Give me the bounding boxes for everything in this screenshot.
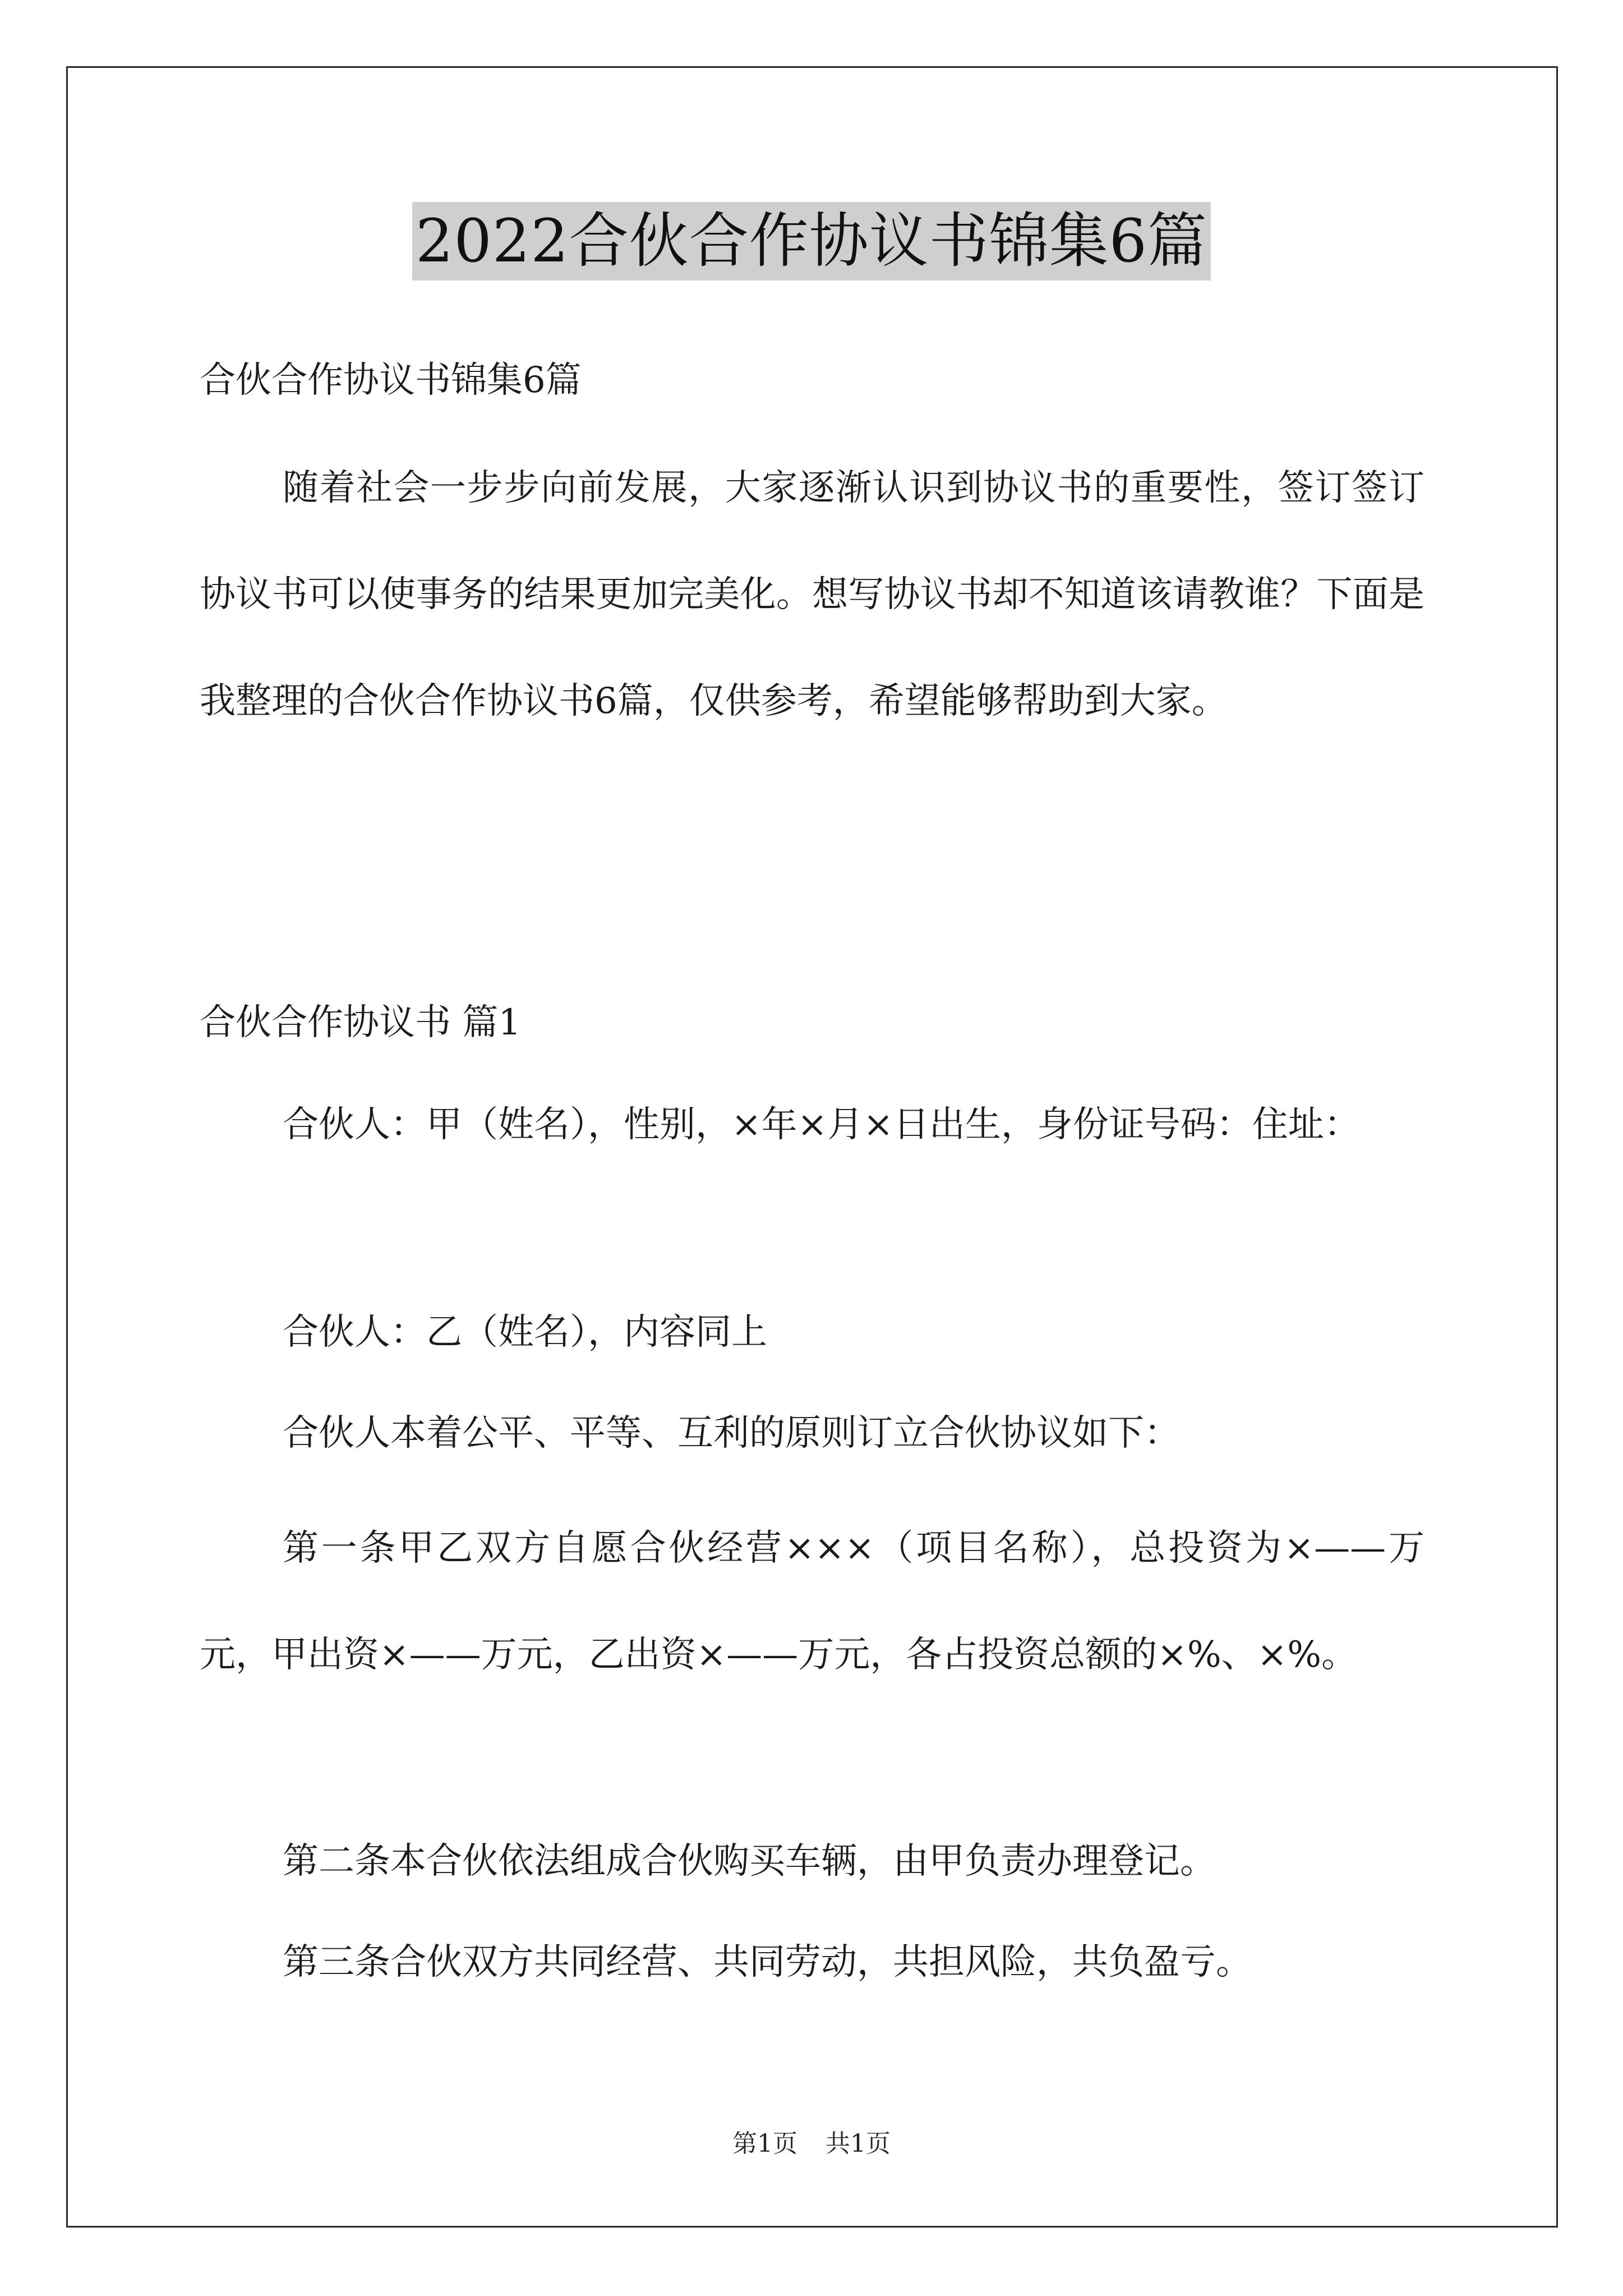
section-heading-1: 合伙合作协议书 篇1	[200, 1002, 522, 1043]
subtitle: 合伙合作协议书锦集6篇	[200, 360, 582, 401]
article-2-paragraph: 第二条本合伙依法组成合伙购买车辆，由甲负责办理登记。	[283, 1841, 1216, 1882]
article-3-paragraph: 第三条合伙双方共同经营、共同劳动，共担风险，共负盈亏。	[283, 1941, 1252, 1983]
title-container	[0, 202, 1623, 280]
page-footer	[0, 2127, 1623, 2161]
page-current: 第1页	[732, 2129, 797, 2158]
party-b-paragraph: 合伙人：乙（姓名），内容同上	[283, 1312, 767, 1353]
intro-paragraph: 随着社会一步步向前发展，大家逐渐认识到协议书的重要性，签订签订协议书可以使事务的结果更加完美化。想写协议书却不知道该请教谁？下面是我整理的合伙合作协议书6篇，仅供参考，希望能够帮助到大家。	[200, 467, 1424, 722]
document-title: 2022合伙合作协议书锦集6篇	[412, 202, 1211, 280]
party-a-paragraph: 合伙人：甲（姓名），性别，×年×月×日出生，身份证号码：住址：	[283, 1104, 1360, 1145]
principle-paragraph: 合伙人本着公平、平等、互利的原则订立合伙协议如下：	[283, 1412, 1180, 1454]
page-total: 共1页	[826, 2129, 891, 2158]
article-1-paragraph: 第一条甲乙双方自愿合伙经营×××（项目名称），总投资为×——万元，甲出资×——万元，乙出资×——万元，各占投资总额的×%、×%。	[200, 1527, 1424, 1676]
